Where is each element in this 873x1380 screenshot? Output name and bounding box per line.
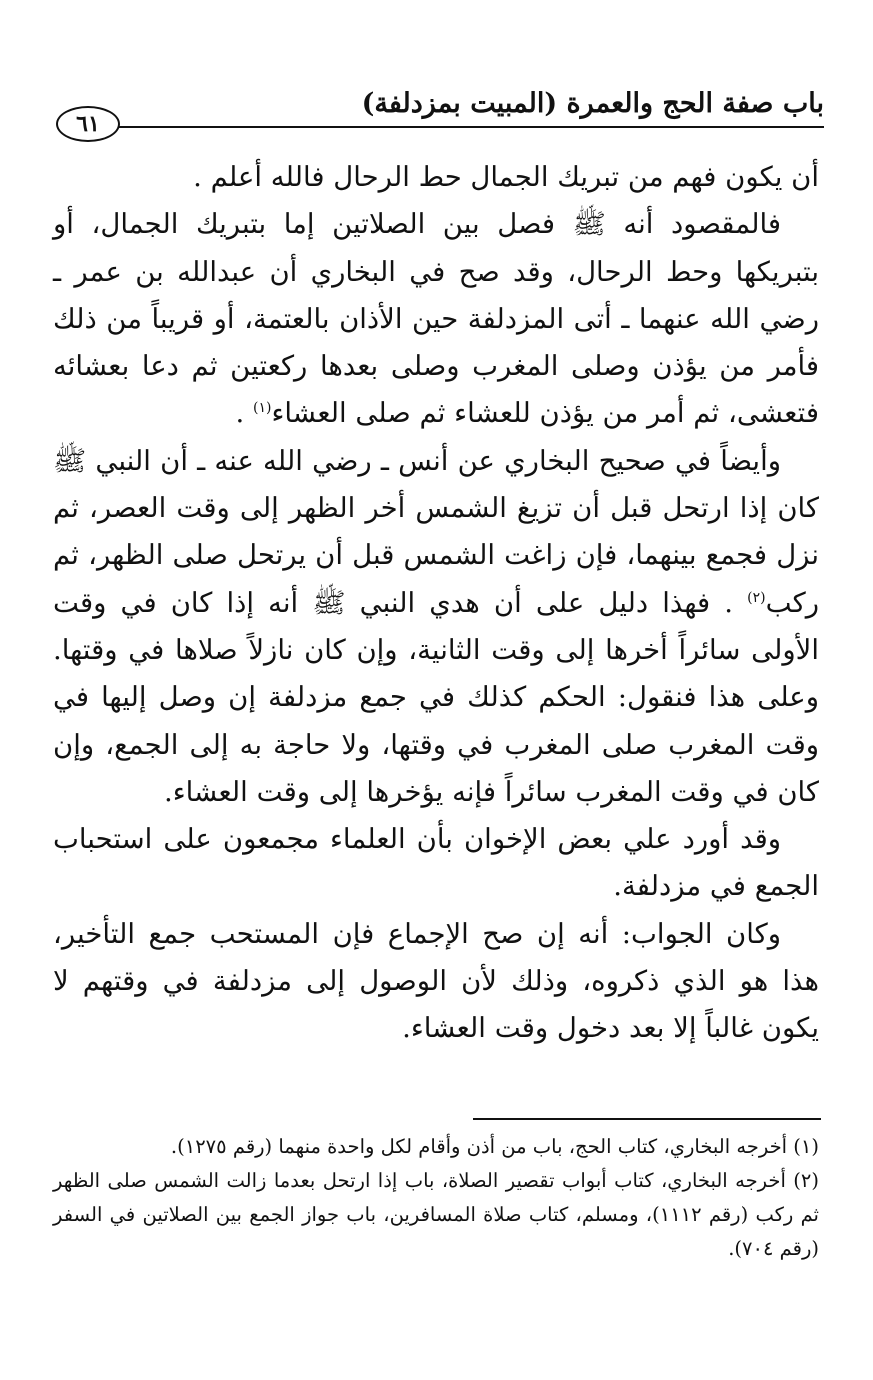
footnotes: [53, 1130, 819, 1266]
paragraph-2: [53, 201, 819, 437]
footnote-1: (١) أخرجه البخاري، كتاب الحج، باب من أذن وأقام لكل واحدة منهما (رقم ١٢٧٥).: [170, 1135, 819, 1158]
footnote-marker-1: (١): [253, 400, 272, 417]
page-number: ٦١: [56, 106, 120, 142]
paragraph-text: فالمقصود أنه ﷺ فصل بين الصلاتين إما بتبريك الجمال، أو بتبريكها وحط الرحال، وقد صح في البخاري أن عبدالله بن عمر ـ رضي الله عنهما ـ أتى المزدلفة حين الأذان بالعتمة، أو قريباً من ذلك فأمر من يؤذن وصلى المغرب وصلى بعدها ركعتين ثم دعا بعشائه فتعشى، ثم أمر من يؤذن للعشاء ثم صلى العشاء: [53, 208, 819, 430]
paragraph-text-tail: .: [235, 397, 254, 430]
paragraph-1: [53, 154, 819, 201]
paragraph-text: وقد أورد علي بعض الإخوان بأن العلماء مجمعون على استحباب الجمع في مزدلفة.: [53, 823, 819, 903]
paragraph-5: [53, 911, 819, 1053]
paragraph-text: وأيضاً في صحيح البخاري عن أنس ـ رضي الله عنه ـ أن النبي ﷺ كان إذا ارتحل قبل أن تزيغ الشمس أخر الظهر إلى وقت العصر، ثم نزل فجمع بينهما، فإن زاغت الشمس قبل أن يرتحل صلى الظهر، ثم ركب: [53, 444, 819, 619]
paragraph-text: وكان الجواب: أنه إن صح الإجماع فإن المستحب جمع التأخير، هذا هو الذي ذكروه، وذلك لأن الوصول إلى مزدلفة في وقتهم لا يكون غالباً إلا بعد دخول وقت العشاء.: [53, 917, 819, 1045]
paragraph-text: أن يكون فهم من تبريك الجمال حط الرحال فالله أعلم .: [193, 161, 819, 193]
header-rule: [118, 126, 824, 128]
paragraph-4: [53, 816, 819, 911]
body-text: [53, 154, 819, 1053]
chapter-title: باب صفة الحج والعمرة (المبيت بمزدلفة): [361, 88, 824, 119]
paragraph-3: [53, 438, 819, 816]
paragraph-text-tail: . فهذا دليل على أن هدي النبي ﷺ أنه إذا كان في وقت الأولى سائراً أخرها إلى وقت الثانية، وإن كان نازلاً صلاها في وقتها. وعلى هذا فنقول: الحكم كذلك في جمع مزدلفة إن وصل إليها في وقت المغرب صلى المغرب في وقتها، ولا حاجة به إلى الجمع، وإن كان في وقت المغرب سائراً فإنه يؤخرها إلى وقت العشاء.: [53, 586, 819, 808]
footnote-marker-2: (٢): [747, 589, 766, 606]
footnote-separator: [473, 1118, 821, 1120]
footnote-2: (٢) أخرجه البخاري، كتاب أبواب تقصير الصلاة، باب إذا ارتحل بعدما زالت الشمس صلى الظهر ثم ركب (رقم ١١١٢)، ومسلم، كتاب صلاة المسافرين، باب جواز الجمع بين الصلاتين في السفر (رقم ٧٠٤).: [53, 1169, 819, 1260]
page-header: [56, 86, 824, 146]
